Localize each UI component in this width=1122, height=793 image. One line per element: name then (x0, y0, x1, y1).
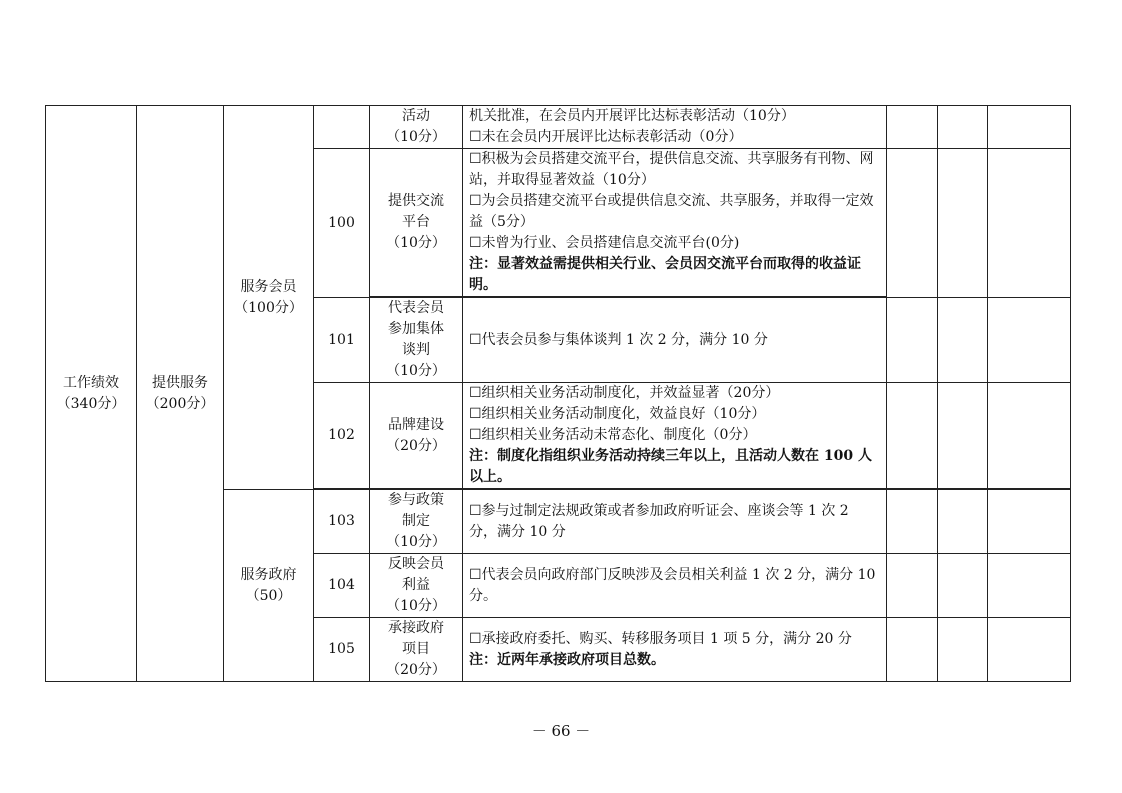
item-cell (370, 298, 463, 383)
item-label-line: 谈判 (402, 342, 430, 358)
item-cell (370, 618, 463, 682)
category-members-score: （100分） (234, 299, 303, 316)
item-label-line: 项目 (402, 641, 430, 657)
item-label-line: （10分） (386, 363, 446, 379)
item-label-line: 承接政府 (388, 620, 444, 636)
item-label-line: 反映会员 (388, 556, 444, 572)
score-cell-1 (887, 383, 938, 489)
criteria-option: ☐积极为会员搭建交流平台，提供信息交流、共享服务有刊物、网站，并取得显著效益（10分） (469, 151, 874, 188)
id-cell: 101 (314, 298, 370, 383)
criteria-cell (463, 298, 887, 383)
score-cell-1 (887, 106, 938, 149)
item-label-line: 活动 (402, 108, 430, 124)
score-cell-2 (938, 383, 988, 489)
item-label-line: （10分） (386, 235, 446, 251)
score-cell-1 (887, 490, 938, 554)
criteria-cell (463, 490, 887, 554)
category-members-cell (224, 106, 314, 490)
score-cell-2 (938, 490, 988, 554)
table-row (46, 106, 1071, 149)
criteria-note: 注：显著效益需提供相关行业、会员因交流平台而取得的收益证明。 (469, 256, 861, 293)
score-cell-3 (988, 383, 1071, 489)
page-number: － 66 － (531, 722, 591, 740)
criteria-cell (463, 383, 887, 489)
criteria-option: ☐参与过制定法规政策或者参加政府听证会、座谈会等 1 次 2 分，满分 10 分 (469, 502, 849, 540)
score-cell-1 (887, 554, 938, 618)
score-cell-3 (988, 149, 1071, 298)
score-cell-2 (938, 298, 988, 383)
id-cell: 103 (314, 490, 370, 554)
score-cell-1 (887, 298, 938, 383)
criteria-option: ☐组织相关业务活动制度化，效益良好（10分） (469, 406, 766, 422)
item-label-line: 利益 (402, 577, 430, 593)
category-level1-score: （340分） (56, 395, 126, 412)
score-cell-2 (938, 618, 988, 682)
evaluation-table (45, 105, 1071, 682)
category-level1-cell (46, 106, 137, 682)
id-cell (314, 106, 370, 149)
criteria-cell (463, 106, 887, 149)
category-gov-score: （50） (245, 587, 292, 604)
criteria-option: ☐组织相关业务活动未常态化、制度化（0分） (469, 427, 757, 443)
table-body (46, 106, 1071, 682)
item-cell (370, 383, 463, 489)
item-label-line: （20分） (386, 437, 446, 454)
item-label-line: 制定 (402, 513, 430, 529)
item-label-line: （10分） (386, 534, 446, 550)
score-cell-3 (988, 490, 1071, 554)
id-cell: 100 (314, 149, 370, 298)
item-label-line: （20分） (386, 662, 446, 678)
score-cell-3 (988, 554, 1071, 618)
criteria-cell (463, 618, 887, 682)
criteria-cell (463, 149, 887, 297)
category-gov-cell (224, 490, 314, 682)
item-label-line: 参加集体 (388, 321, 444, 337)
criteria-note: 注：近两年承接政府项目总数。 (469, 651, 665, 668)
criteria-option: ☐代表会员参与集体谈判 1 次 2 分，满分 10 分 (469, 331, 768, 348)
item-cell (370, 149, 463, 297)
score-cell-1 (887, 618, 938, 682)
score-cell-2 (938, 149, 988, 298)
criteria-option: 机关批准，在会员内开展评比达标表彰活动（10分） (469, 108, 795, 124)
criteria-option: ☐为会员搭建交流平台或提供信息交流、共享服务，并取得一定效益（5分） (469, 193, 874, 230)
score-cell-2 (938, 554, 988, 618)
category-level2-cell (137, 106, 224, 682)
score-cell-3 (988, 106, 1071, 149)
criteria-option: ☐未曾为行业、会员搭建信息交流平台(0分) (469, 235, 740, 251)
criteria-cell (463, 554, 887, 618)
criteria-option: ☐未在会员内开展评比达标表彰活动（0分） (469, 129, 743, 145)
category-gov-name: 服务政府 (240, 566, 297, 583)
score-cell-1 (887, 149, 938, 298)
item-label-line: 代表会员 (388, 300, 444, 316)
item-cell (370, 106, 463, 149)
category-level2-name: 提供服务 (152, 374, 208, 391)
score-cell-3 (988, 298, 1071, 383)
criteria-option: ☐承接政府委托、购买、转移服务项目 1 项 5 分，满分 20 分 (469, 630, 852, 647)
item-label-line: （10分） (386, 598, 446, 614)
score-cell-2 (938, 106, 988, 149)
item-label-line: 平台 (402, 214, 430, 230)
score-cell-3 (988, 618, 1071, 682)
criteria-option: ☐组织相关业务活动制度化，并效益显著（20分） (469, 385, 780, 401)
category-level1-name: 工作绩效 (63, 374, 119, 391)
item-label-line: 参与政策 (388, 492, 444, 508)
criteria-note: 注：制度化指组织业务活动持续三年以上，且活动人数在 100 人以上。 (469, 448, 872, 485)
category-members-name: 服务会员 (240, 278, 297, 295)
item-cell (370, 490, 463, 554)
item-cell (370, 554, 463, 618)
id-cell: 102 (314, 383, 370, 489)
category-level2-score: （200分） (145, 395, 215, 412)
item-label-line: 品牌建设 (388, 416, 444, 433)
id-cell: 105 (314, 618, 370, 682)
item-label-line: （10分） (386, 129, 446, 145)
criteria-option: ☐代表会员向政府部门反映涉及会员相关利益 1 次 2 分，满分 10 分。 (469, 566, 876, 604)
id-cell: 104 (314, 554, 370, 618)
item-label-line: 提供交流 (388, 193, 444, 209)
